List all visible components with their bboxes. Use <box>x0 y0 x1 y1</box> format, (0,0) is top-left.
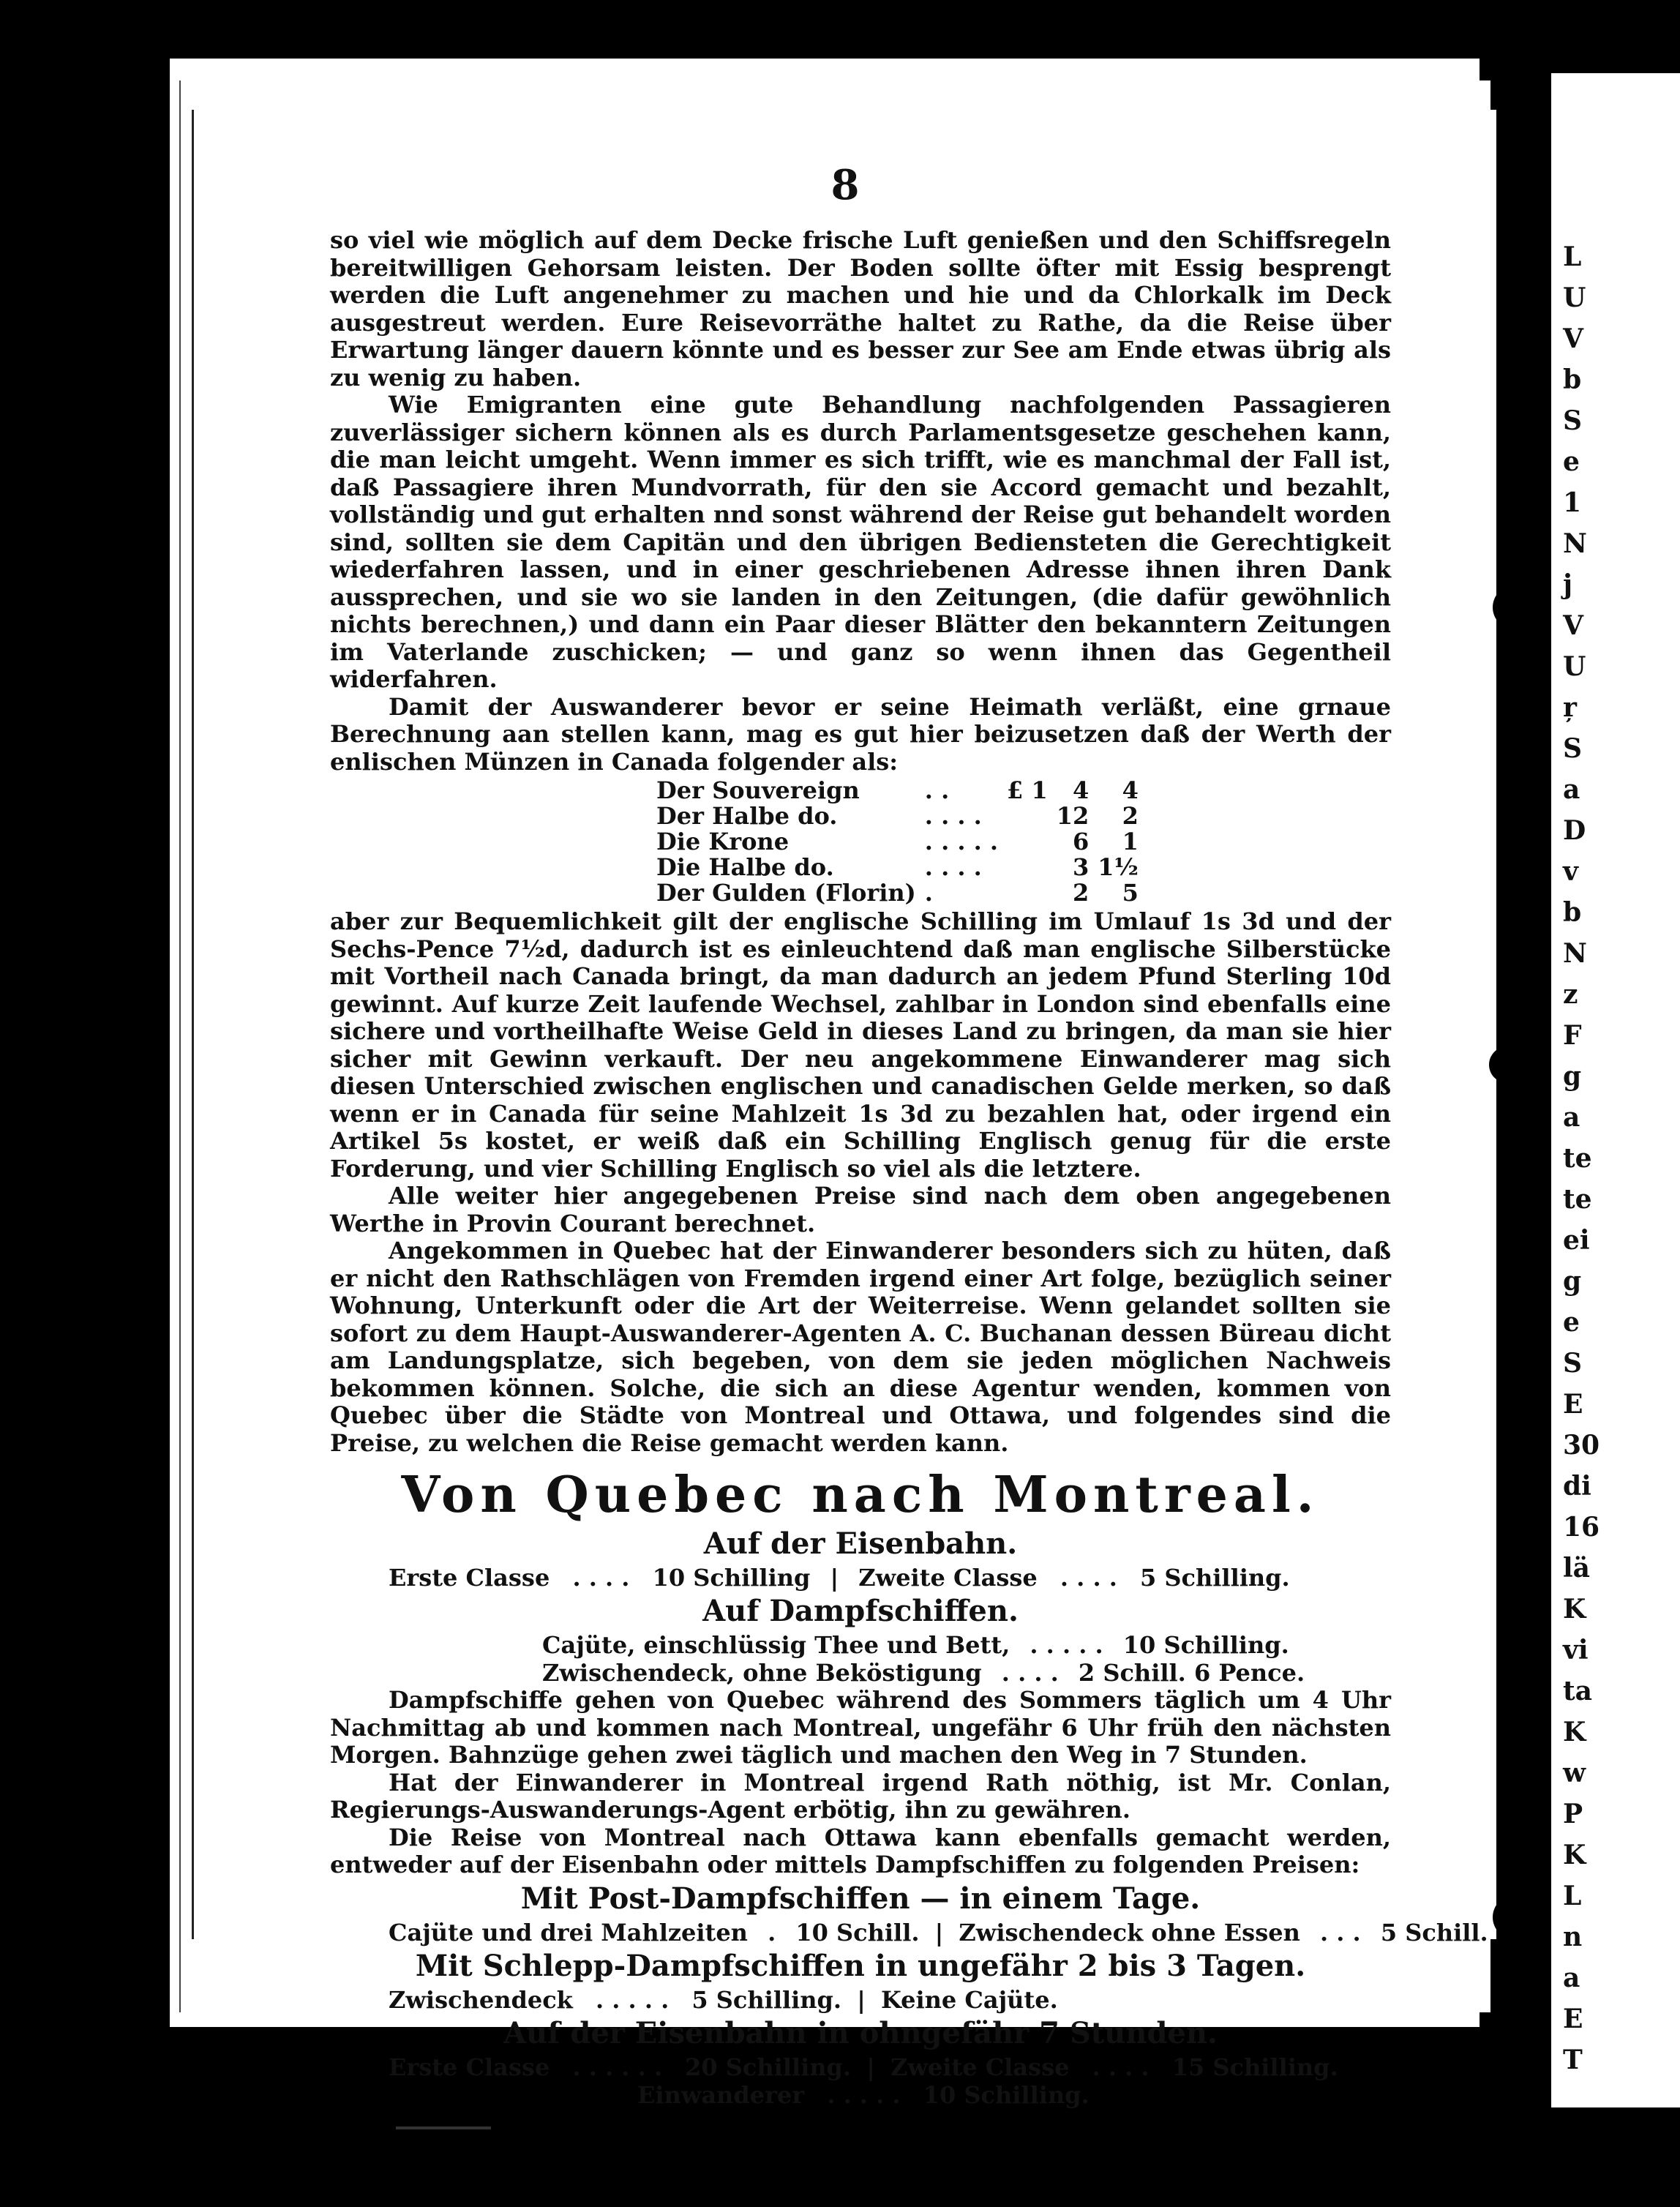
subheading-rail-2: Auf der Eisenbahn in ohngefähr 7 Stunden. <box>503 2015 1218 2050</box>
rate-separator: | <box>934 1918 944 1946</box>
rate-price: 5 Schilling. <box>1140 1564 1290 1592</box>
coin-row <box>652 803 1143 829</box>
coin-shilling: 4 <box>1072 776 1090 804</box>
facing-page-fragment: T <box>1563 2045 1583 2075</box>
rate-dots: . . . <box>1319 1918 1361 1946</box>
coin-shilling: 6 <box>1072 828 1090 855</box>
coin-pence: 1 <box>1122 828 1139 855</box>
facing-page-fragment: e <box>1563 1307 1580 1338</box>
coin-name: Der Gulden (Florin) <box>656 879 916 907</box>
rate-label: Zwischendeck <box>389 1985 573 2014</box>
rate-dots: . . . . . <box>827 2080 901 2109</box>
end-rule <box>396 2127 491 2129</box>
rate-price: 10 Schill. <box>795 1918 920 1946</box>
facing-page-fragment: a <box>1563 774 1580 805</box>
facing-page-fragment: L <box>1563 241 1582 272</box>
coin-pound <box>1002 855 1052 880</box>
heading-quebec-montreal: Von Quebec nach Montreal. <box>401 1466 1320 1524</box>
rate-row-tow <box>330 1986 1391 2014</box>
rate-price: 20 Schilling. <box>685 2053 852 2081</box>
facing-page-fragment: U <box>1563 651 1586 682</box>
coin-table <box>652 778 1143 906</box>
coin-shilling: 12 <box>1056 802 1090 830</box>
rate-dots: . . . . . . <box>572 2053 662 2081</box>
rate-label: Einwanderer <box>637 2080 805 2109</box>
coin-dots: . . . . <box>924 802 982 830</box>
rate-row-steam-2 <box>330 1659 1391 1687</box>
rate-separator: | <box>830 1564 839 1592</box>
rate-dots: . . . . . <box>1030 1631 1103 1659</box>
facing-page-fragment: n <box>1563 1922 1583 1952</box>
rate-label: Zwischendeck, ohne Beköstigung <box>542 1659 982 1687</box>
rate-price: 15 Schilling. <box>1171 2053 1338 2081</box>
intro-paragraph: so viel wie möglich auf dem Decke frische Luft genießen und den Schiffsregeln bereitwilligen Gehorsam leisten. Der Boden sollte öfter mit Essig besprengt werden die Luft angenehmer zu machen und hie und da Chlorkalk im Deck ausgestreut werden. Eure Reisevorräthe haltet zu Rathe, da die Reise über Erwartung länger dauern könnte und es besser zur See am Ende etwas übrig als zu wenig zu haben. <box>330 226 1391 391</box>
facing-page-fragment: z <box>1563 979 1578 1010</box>
rate-separator: | <box>857 1985 866 2014</box>
coin-name: Der Souvereign <box>656 776 860 804</box>
rate-dots: . . . . . <box>595 1985 670 2014</box>
facing-page-fragment: te <box>1563 1184 1592 1215</box>
coin-shilling: 2 <box>1072 879 1090 907</box>
rate-dots: . . . . <box>1092 2053 1150 2081</box>
coin-pence: 4 <box>1122 776 1139 804</box>
rate-row-post <box>330 1918 1488 1946</box>
facing-page-fragment: L <box>1563 1881 1582 1911</box>
facing-page-fragment: lä <box>1563 1553 1591 1584</box>
facing-page-fragment: S <box>1563 405 1582 436</box>
coin-row <box>652 778 1143 803</box>
facing-page-fragment: a <box>1563 1963 1580 1993</box>
paragraph-8: Hat der Einwanderer in Montreal irgend Rath nöthig, ist Mr. Conlan, Regierungs-Auswanderungs-Agent erbötig, ihn zu gewähren. <box>330 1768 1391 1824</box>
rate-label: Erste Classe <box>389 2053 550 2081</box>
paragraph-4: aber zur Bequemlichkeit gilt der englische Schilling im Umlauf 1s 3d und der Sechs-Pence 7½d, dadurch ist es einleuchtend daß man englische Silberstücke mit Vortheil nach Canada bringt, da man dadurch an jedem Pfund Sterling 10d gewinnt. Auf kurze Zeit laufende Wechsel, zahlbar in London sind ebenfalls eine sichere und vortheilhafte Weise Geld in dieses Land zu bringen, da man sie hier sicher mit Gewinn verkauft. Der neu angekommene Einwanderer mag sich diesen Unterschied zwischen englischen und canadischen Gelde merken, so daß wenn er in Canada für seine Mahlzeit 1s 3d zu bezahlen hat, oder irgend ein Artikel 5s kostet, er weiß daß ein Schilling Englisch genug für die erste Forderung, und vier Schilling Englisch so viel als die letztere. <box>330 907 1391 1183</box>
rate-label: Zwischendeck ohne Essen <box>959 1918 1300 1946</box>
rate-dots: . . . . <box>572 1564 630 1592</box>
facing-page-fragment: v <box>1563 856 1578 887</box>
facing-page-fragment: vi <box>1563 1635 1589 1665</box>
facing-page-fragment: N <box>1563 938 1587 969</box>
coin-pound <box>1002 803 1052 829</box>
binding-tear <box>1496 1427 1533 1478</box>
facing-page-fragment: E <box>1563 2004 1583 2034</box>
rate-price: 2 Schill. 6 Pence. <box>1078 1659 1305 1687</box>
facing-page-fragment: ŗ <box>1563 692 1577 723</box>
rate-row-steam-1 <box>330 1631 1391 1659</box>
coin-row <box>652 855 1143 880</box>
facing-page-strip <box>1551 73 1680 2107</box>
document-page <box>192 110 1496 2109</box>
facing-page-fragment: di <box>1563 1471 1591 1502</box>
facing-page-fragment: 1 <box>1563 487 1582 518</box>
facing-page-fragment: ta <box>1563 1676 1592 1706</box>
facing-page-fragment: V <box>1563 610 1583 641</box>
facing-page-fragment: w <box>1563 1758 1586 1788</box>
facing-page-fragment: U <box>1563 282 1586 313</box>
facing-page-fragment: K <box>1563 1717 1586 1747</box>
facing-page-fragment: D <box>1563 815 1586 846</box>
binding-tear <box>1489 1046 1540 1083</box>
coin-name: Die Krone <box>656 828 790 855</box>
coin-dots: . . . . <box>924 853 982 881</box>
coin-shilling: 3 <box>1072 853 1090 881</box>
facing-page-fragment: S <box>1563 733 1582 764</box>
facing-page-fragment: b <box>1563 897 1582 928</box>
coin-pence: 2 <box>1122 802 1139 830</box>
coin-pound <box>1002 880 1052 906</box>
facing-page-fragment: te <box>1563 1143 1592 1174</box>
torn-binding-edge <box>1507 73 1522 2122</box>
coin-name: Der Halbe do. <box>656 802 838 830</box>
binding-tear <box>1493 585 1537 629</box>
facing-page-fragment: N <box>1563 528 1587 559</box>
coin-dots: . <box>924 879 933 907</box>
coin-pence: 1½ <box>1098 853 1139 881</box>
rate-label: Cajüte und drei Mahlzeiten <box>389 1918 748 1946</box>
subheading-rail-1: Auf der Eisenbahn. <box>703 1526 1018 1561</box>
rate-separator: | <box>866 2053 875 2081</box>
facing-page-fragment: K <box>1563 1594 1586 1625</box>
facing-page-fragment: g <box>1563 1266 1582 1297</box>
facing-page-fragment: E <box>1563 1389 1583 1420</box>
coin-dots: . . . . . <box>924 828 999 855</box>
rate-label: Erste Classe <box>389 1564 550 1592</box>
coin-name: Die Halbe do. <box>656 853 834 881</box>
rate-price: 5 Schilling. <box>691 1985 842 2014</box>
facing-page-fragment: 30 <box>1563 1430 1600 1461</box>
facing-page-fragment: V <box>1563 323 1583 354</box>
subheading-post-steamers: Mit Post-Dampfschiffen — in einem Tage. <box>520 1881 1201 1916</box>
rate-price: 10 Schilling. <box>923 2080 1090 2109</box>
rate-row-rail-2 <box>330 2053 1391 2081</box>
facing-page-fragment: e <box>1563 446 1580 477</box>
paragraph-5: Alle weiter hier angegebenen Preise sind nach dem oben angegebenen Werthe in Provin Courant berechnet. <box>330 1182 1391 1237</box>
body-text <box>330 226 1488 2129</box>
facing-page-fragment: g <box>1563 1061 1582 1092</box>
paragraph-7: Dampfschiffe gehen von Quebec während des Sommers täglich um 4 Uhr Nachmittag ab und kommen nach Montreal, ungefähr 6 Uhr früh den nächsten Morgen. Bahnzüge gehen zwei täglich und machen den Weg in 7 Stunden. <box>330 1686 1391 1769</box>
paragraph-3: Damit der Auswanderer bevor er seine Heimath verläßt, eine grnaue Berechnung aan stellen kann, mag es gut hier beizusetzen daß der Werth der enlischen Münzen in Canada folgender als: <box>330 692 1391 776</box>
subheading-steam: Auf Dampfschiffen. <box>702 1594 1019 1628</box>
subheading-tow-steamers: Mit Schlepp-Dampfschiffen in ungefähr 2 bis 3 Tagen. <box>415 1948 1306 1983</box>
rate-dots: . . . . <box>1060 1564 1117 1592</box>
coin-dots: . . <box>924 776 950 804</box>
rate-row-rail-1 <box>330 1564 1391 1592</box>
rate-label: Zweite Classe <box>890 2053 1070 2081</box>
facing-page-fragment: 16 <box>1563 1512 1600 1543</box>
page-number: 8 <box>830 161 860 209</box>
binding-tear <box>1493 1895 1537 1939</box>
facing-page-fragment: F <box>1563 1020 1582 1051</box>
rate-dots: . . . . <box>1001 1659 1059 1687</box>
facing-page-fragment: P <box>1563 1799 1583 1829</box>
paragraph-2: Wie Emigranten eine gute Behandlung nachfolgenden Passagieren zuverlässiger sichern können als es durch Parlamentsgesetze geschehen kann, die man leicht umgeht. Wenn immer es sich trifft, wie es manchmal der Fall ist, daß Passagiere ihren Mundvorrath, für den sie Accord gemacht und bezahlt, vollständig und gut erhalten nnd sonst während der Reise gut behandelt worden sind, sollten sie dem Capitän und den übrigen Bediensteten die Gerechtigkeit wiederfahren lassen, und in einer geschriebenen Adresse ihnen ihren Dank aussprechen, und sie wo sie landen in den Zeitungen, (die dafür gewöhnlich nichts berechnen,) und dann ein Paar dieser Blätter den bekanntern Zeitungen im Vaterlande zuschicken; — und ganz so wenn ihnen das Gegentheil widerfahren. <box>330 391 1391 693</box>
facing-page-fragment: K <box>1563 1840 1586 1870</box>
rate-label: Cajüte, einschlüssig Thee und Bett, <box>542 1631 1010 1659</box>
rate-label: Keine Cajüte. <box>880 1985 1058 2014</box>
paragraph-9: Die Reise von Montreal nach Ottawa kann ebenfalls gemacht werden, entweder auf der Eisenbahn oder mittels Dampfschiffen zu folgenden Preisen: <box>330 1823 1391 1878</box>
rate-price: 10 Schilling <box>652 1564 811 1592</box>
paragraph-6: Angekommen in Quebec hat der Einwanderer besonders sich zu hüten, daß er nicht den Rathschlägen von Fremden irgend einer Art folge, bezüglich seiner Wohnung, Unterkunft oder die Art der Weiterreise. Wenn gelandet sollten sie sofort zu dem Haupt-Auswanderer-Agenten A. C. Buchanan dessen Büreau dicht am Landungsplatze, sich begeben, von dem sie jeden möglichen Nachweis bekommen können. Solche, die sich an diese Agentur wenden, kommen von Quebec über die Städte von Montreal und Ottawa, und folgendes sind die Preise, zu welchen die Reise gemacht werden kann. <box>330 1237 1391 1457</box>
rate-row-rail-2-emigrants <box>330 2081 1391 2109</box>
coin-row <box>652 829 1143 855</box>
facing-page-fragment: a <box>1563 1102 1580 1133</box>
facing-page-fragment: ei <box>1563 1225 1590 1256</box>
rate-price: 10 Schilling. <box>1122 1631 1289 1659</box>
coin-pound <box>1002 829 1052 855</box>
facing-page-fragment: b <box>1563 364 1582 395</box>
rate-label: Zweite Classe <box>858 1564 1038 1592</box>
rate-dots: . <box>768 1918 776 1946</box>
facing-page-fragment: S <box>1563 1348 1582 1379</box>
coin-pound: £ 1 <box>1007 776 1048 804</box>
rate-price: 5 Schill. <box>1380 1918 1488 1946</box>
facing-page-fragment: j <box>1563 569 1573 600</box>
coin-row <box>652 880 1143 906</box>
coin-pence: 5 <box>1122 879 1139 907</box>
